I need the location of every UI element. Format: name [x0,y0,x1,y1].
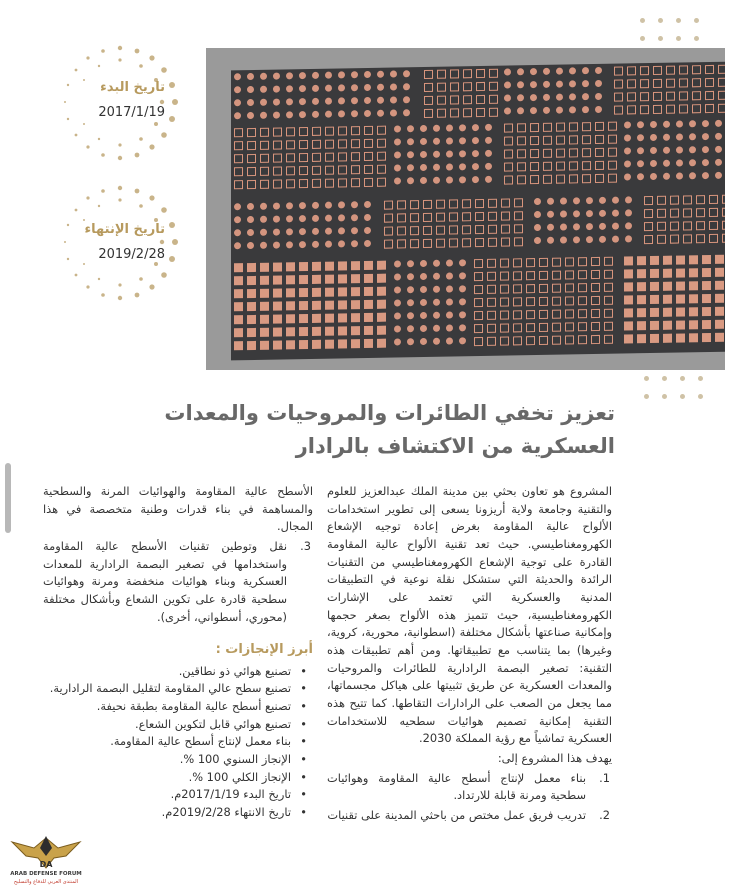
list-item: • تصنيع سطح عالي المقاومة لتقليل البصمة الرادارية. [43,680,313,698]
decorative-dots-top [640,18,710,48]
logo-subtitle: المنتدى العربي للدفاع والتسليح [13,879,79,885]
list-item: • الإنجاز الكلي 100 %. [43,769,313,787]
list-item: • بناء معمل لإنتاج أسطح عالية المقاومة. [43,733,313,751]
achievements-heading: أبرز الإنجازات : [215,642,313,658]
logo-name: ARAB DEFENSE FORUM [10,871,82,877]
start-date-label: تاريخ البدء [100,80,165,95]
left-column [43,483,313,822]
aims-intro: يهدف هذا المشروع إلى: [497,751,612,766]
page-title: تعزيز تخفي الطائرات والمروحيات والمعدات العسكرية من الاكتشاف بالرادار [164,401,615,458]
board [231,62,725,361]
list-item: • تاريخ الانتهاء 2019/2/28م. [43,804,313,822]
list-item: • تاريخ البدء 2017/1/19م. [43,786,313,804]
list-item: • تصنيع أسطح عالية المقاومة بطبقة نحيفة. [43,698,313,716]
eagle-emblem-icon [6,832,86,872]
list-item: • تصنيع هوائي قابل لتكوين الشعاع. [43,716,313,734]
start-date-value: 2017/1/19 [98,105,165,120]
aims-list [327,770,612,825]
list-item: 1. بناء معمل لإنتاج أسطح عالية المقاومة وهوائيات سطحية ومرنة قابلة للارتداد. [327,770,610,803]
list-item: 3. نقل وتوطين تقنيات الأسطح عالية المقاومة واستخدامها في تصغير البصمة الرادارية للمعدات العسكرية وبناء هوائيات منخفضة ومرنة وهوائيات سطحية قادرة على تكوين الشعاع وبأشكال مختلفة (محوري، أسطواني، أخرى). [43,539,311,624]
list-item: • الإنجاز السنوي 100 %. [43,751,313,769]
aims-list-continued [43,538,313,626]
metasurface-board-photo [206,48,725,370]
end-date-block [80,222,165,262]
achievements-list [43,663,313,822]
end-date-value: 2019/2/28 [98,247,165,262]
arab-defense-forum-logo [6,832,86,888]
aims-continuation: الأسطح عالية المقاومة والهوائيات المرنة والسطحية والمساهمة في بناء قدرات وطنية متخصصة في هذا المجال. [43,484,313,534]
scrollbar[interactable] [5,463,11,533]
list-item: 2. تدريب فريق عمل مختص من باحثي المدينة على تقنيات [327,808,610,823]
end-date-label: تاريخ الإنتهاء [84,222,165,237]
project-description: المشروع هو تعاون بحثي بين مدينة الملك عبدالعزيز للعلوم والتقنية وجامعة ولاية أريزونا يسعى إلى تطوير استخدامات الألواح عالية المقاومة بغرض إعادة توجيه الإشعاع الكهرومغناطيسي. حيث تعد تقنية الألواح عالية المقاومة القادرة على توجية الإشعاع الكهرومغناطيسي من التقنيات الرائدة والحديثة التي ستشكل نقلة نوعية في التطبيقات المدنية والعسكرية التي تعتمد على الإشارات الكهرومغناطيسية، حيث تتميز هذه الألواح بصغر حجمها وإمكانية صناعتها بأشكال مختلفة (اسطوانية، محورية، كروية، وغيرها) بما يتناسب مع تطبيقاتها. ومن أهم تطبيقات هذه التقنية: تصغير البصمة الرادارية للطائرات والمروحيات والمعدات العسكرية عن طريق تثبيتها على هياكل مجسماتها، مما يجعل من الصعب على الرادارات التقاطها. كما تتيح هذه التقنية إمكانية تصميم هوائيات سطحيه للاستخدامات العسكرية تماشياً مع رؤية المملكة 2030. [327,484,612,746]
start-date-block [80,80,165,120]
right-column [327,483,612,827]
svg-text:DA: DA [39,860,53,869]
list-item: • تصنيع هوائي ذو نطاقين. [43,663,313,681]
